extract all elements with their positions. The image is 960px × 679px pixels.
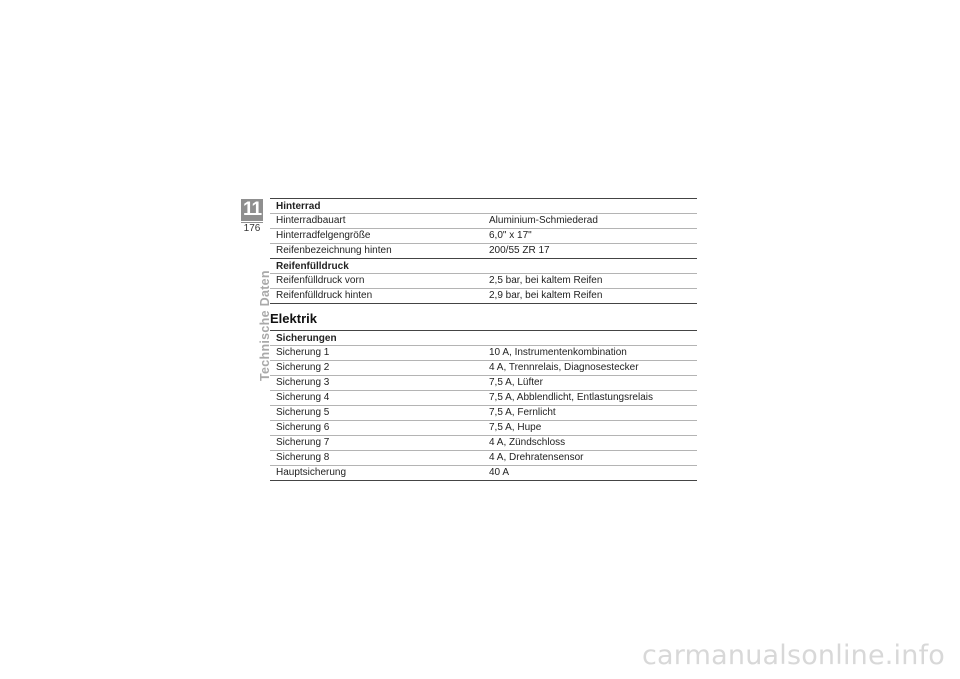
table-row (270, 450, 697, 465)
chapter-title: Technische Daten (258, 270, 272, 381)
spec-label: Sicherung 4 (276, 392, 330, 403)
spec-value: 200/55 ZR 17 (489, 245, 550, 256)
spec-value: 2,5 bar, bei kaltem Reifen (489, 275, 603, 286)
spec-label: Reifenfülldruck hinten (276, 290, 373, 301)
chapter-number: 11 (242, 199, 262, 220)
spec-value: 4 A, Drehratensensor (489, 452, 584, 463)
spec-label: Sicherung 6 (276, 422, 330, 433)
spec-label: Sicherung 8 (276, 452, 330, 463)
table-row (270, 288, 697, 304)
spec-value: 4 A, Trennrelais, Diagnosestecker (489, 362, 639, 373)
section-title: Elektrik (270, 311, 317, 326)
section-heading: Hinterrad (270, 198, 697, 213)
table-row (270, 360, 697, 375)
spec-value: Aluminium-Schmiederad (489, 215, 598, 226)
spec-table-electrics (270, 330, 697, 481)
page-number: 176 (243, 223, 261, 234)
table-row (270, 243, 697, 258)
spec-label: Sicherung 1 (276, 347, 330, 358)
spec-value: 4 A, Zündschloss (489, 437, 566, 448)
spec-value: 7,5 A, Lüfter (489, 377, 543, 388)
watermark: carmanualsonline.info (642, 640, 945, 671)
spec-label: Sicherung 7 (276, 437, 330, 448)
spec-value: 10 A, Instrumentenkombination (489, 347, 627, 358)
table-row (270, 213, 697, 228)
table-row (270, 405, 697, 420)
spec-value: 2,9 bar, bei kaltem Reifen (489, 290, 603, 301)
spec-label: Hinterradbauart (276, 215, 346, 226)
table-row (270, 435, 697, 450)
table-row (270, 375, 697, 390)
spec-value: 7,5 A, Hupe (489, 422, 542, 433)
table-row (270, 420, 697, 435)
section-heading: Sicherungen (270, 330, 697, 345)
spec-value: 6,0" x 17" (489, 230, 532, 241)
spec-value: 7,5 A, Abblendlicht, Entlastungsrelais (489, 392, 653, 403)
spec-label: Hinterradfelgengröße (276, 230, 371, 241)
chapter-tab (241, 199, 263, 239)
table-row (270, 228, 697, 243)
spec-table-wheels (270, 198, 697, 304)
spec-label: Reifenfülldruck vorn (276, 275, 365, 286)
spec-label: Hauptsicherung (276, 467, 347, 478)
spec-value: 7,5 A, Fernlicht (489, 407, 556, 418)
spec-label: Sicherung 2 (276, 362, 330, 373)
table-row (270, 345, 697, 360)
section-heading: Reifenfülldruck (270, 258, 697, 273)
table-row (270, 273, 697, 288)
spec-label: Reifenbezeichnung hinten (276, 245, 392, 256)
spec-value: 40 A (489, 467, 510, 478)
table-row (270, 465, 697, 481)
table-row (270, 390, 697, 405)
spec-label: Sicherung 5 (276, 407, 330, 418)
spec-label: Sicherung 3 (276, 377, 330, 388)
